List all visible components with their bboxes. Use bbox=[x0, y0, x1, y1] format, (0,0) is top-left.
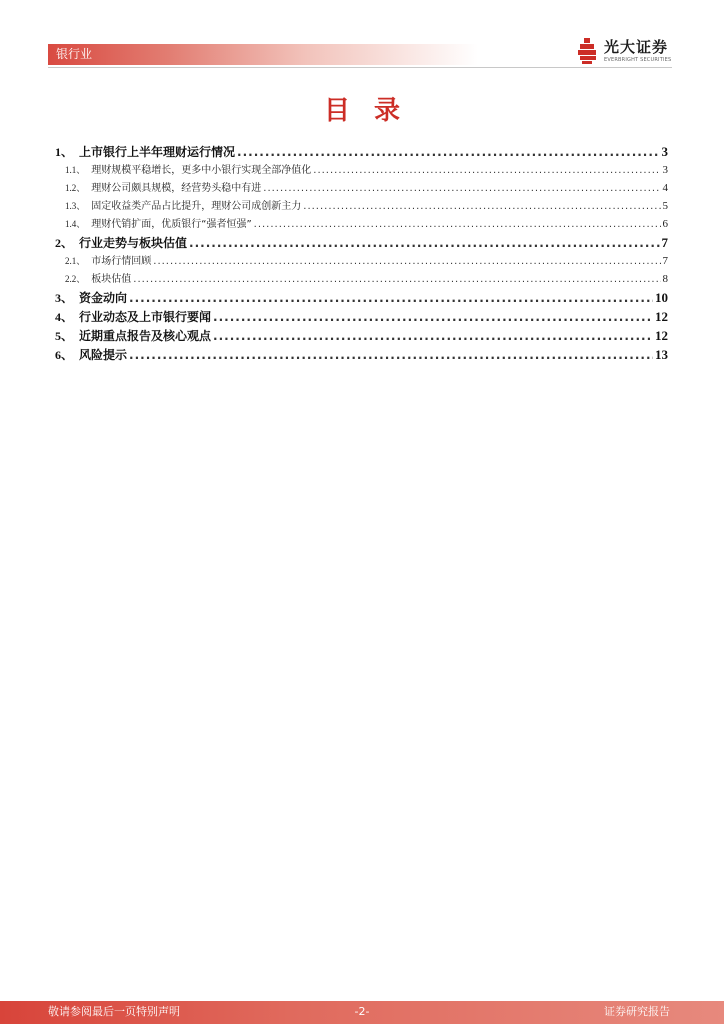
toc-entry-number: 1.3、 bbox=[65, 201, 86, 211]
toc-entry-number: 2.2、 bbox=[65, 274, 86, 284]
disclaimer-note: 敬请参阅最后一页特别声明 bbox=[48, 1005, 180, 1018]
header-divider bbox=[48, 67, 672, 68]
dot-leader bbox=[133, 271, 660, 289]
dot-leader bbox=[263, 180, 660, 198]
dot-leader bbox=[213, 327, 653, 346]
toc-entry-page: 7 bbox=[662, 255, 668, 267]
toc-subentry[interactable] bbox=[55, 252, 668, 270]
toc-entry-title: 行业动态及上市银行要闻 bbox=[79, 310, 212, 324]
dot-leader bbox=[254, 216, 661, 234]
toc-subentry[interactable] bbox=[55, 161, 668, 179]
toc-entry[interactable] bbox=[55, 326, 668, 345]
toc-entry-page: 7 bbox=[661, 235, 668, 250]
dot-leader bbox=[153, 253, 660, 271]
toc-entry[interactable] bbox=[55, 233, 668, 252]
toc-subentry[interactable] bbox=[55, 215, 668, 233]
toc-entry-page: 3 bbox=[662, 164, 668, 176]
toc-entry-title: 板块估值 bbox=[91, 274, 132, 285]
everbright-logo-icon bbox=[578, 38, 600, 64]
toc-entry-number: 1.4、 bbox=[65, 219, 86, 229]
toc-entry-page: 13 bbox=[655, 347, 668, 362]
toc-entry-title: 市场行情回顾 bbox=[91, 256, 152, 267]
toc-entry-page: 4 bbox=[662, 182, 668, 194]
toc-entry[interactable] bbox=[55, 307, 668, 326]
toc-entry-number: 1.1、 bbox=[65, 165, 86, 175]
dot-leader bbox=[303, 198, 660, 216]
sector-label: 银行业 bbox=[56, 47, 93, 61]
toc-entry[interactable] bbox=[55, 288, 668, 307]
brand-subtitle: EVERBRIGHT SECURITIES bbox=[604, 57, 672, 63]
toc-entry-number: 1.2、 bbox=[65, 183, 86, 193]
toc-entry-title: 风险提示 bbox=[79, 348, 128, 362]
brand-name: 光大证券 bbox=[604, 38, 669, 56]
toc-entry-page: 3 bbox=[661, 144, 668, 159]
toc-entry-page: 10 bbox=[655, 290, 668, 305]
toc-entry-number: 2.1、 bbox=[65, 256, 86, 266]
toc-entry-page: 12 bbox=[655, 328, 668, 343]
table-of-contents bbox=[55, 142, 668, 364]
toc-entry-page: 5 bbox=[662, 200, 668, 212]
toc-entry-number: 1、 bbox=[55, 145, 74, 159]
toc-subentry[interactable] bbox=[55, 179, 668, 197]
page-title: 目录 bbox=[323, 96, 424, 126]
report-type-label: 证券研究报告 bbox=[604, 1005, 670, 1018]
toc-entry-number: 3、 bbox=[55, 291, 74, 305]
toc-entry-title: 资金动向 bbox=[79, 291, 128, 305]
dot-leader bbox=[129, 289, 653, 308]
page-number: -2- bbox=[354, 1005, 370, 1018]
toc-entry-number: 2、 bbox=[55, 236, 74, 250]
toc-entry-title: 上市银行上半年理财运行情况 bbox=[79, 145, 236, 159]
toc-entry-title: 近期重点报告及核心观点 bbox=[79, 329, 212, 343]
toc-subentry[interactable] bbox=[55, 197, 668, 215]
footer-band bbox=[0, 1001, 724, 1024]
dot-leader bbox=[129, 346, 653, 365]
toc-entry-page: 6 bbox=[662, 218, 668, 230]
toc-entry-number: 5、 bbox=[55, 329, 74, 343]
toc-entry-title: 理财公司颇具规模，经营势头稳中有进 bbox=[91, 183, 262, 194]
toc-entry-title: 行业走势与板块估值 bbox=[79, 236, 188, 250]
toc-entry-title: 理财规模平稳增长，更多中小银行实现全部净值化 bbox=[91, 165, 312, 176]
toc-subentry[interactable] bbox=[55, 270, 668, 288]
toc-entry-title: 理财代销扩面，优质银行“强者恒强” bbox=[91, 219, 252, 230]
header-band bbox=[48, 44, 478, 65]
toc-entry-page: 8 bbox=[662, 273, 668, 285]
brand-logo bbox=[578, 38, 670, 66]
toc-entry-number: 6、 bbox=[55, 348, 74, 362]
toc-entry[interactable] bbox=[55, 142, 668, 161]
toc-entry-page: 12 bbox=[655, 309, 668, 324]
toc-entry-number: 4、 bbox=[55, 310, 74, 324]
toc-entry-title: 固定收益类产品占比提升，理财公司成创新主力 bbox=[91, 201, 302, 212]
dot-leader bbox=[237, 143, 659, 162]
dot-leader bbox=[213, 308, 653, 327]
dot-leader bbox=[189, 234, 659, 253]
toc-entry[interactable] bbox=[55, 345, 668, 364]
dot-leader bbox=[313, 162, 660, 180]
